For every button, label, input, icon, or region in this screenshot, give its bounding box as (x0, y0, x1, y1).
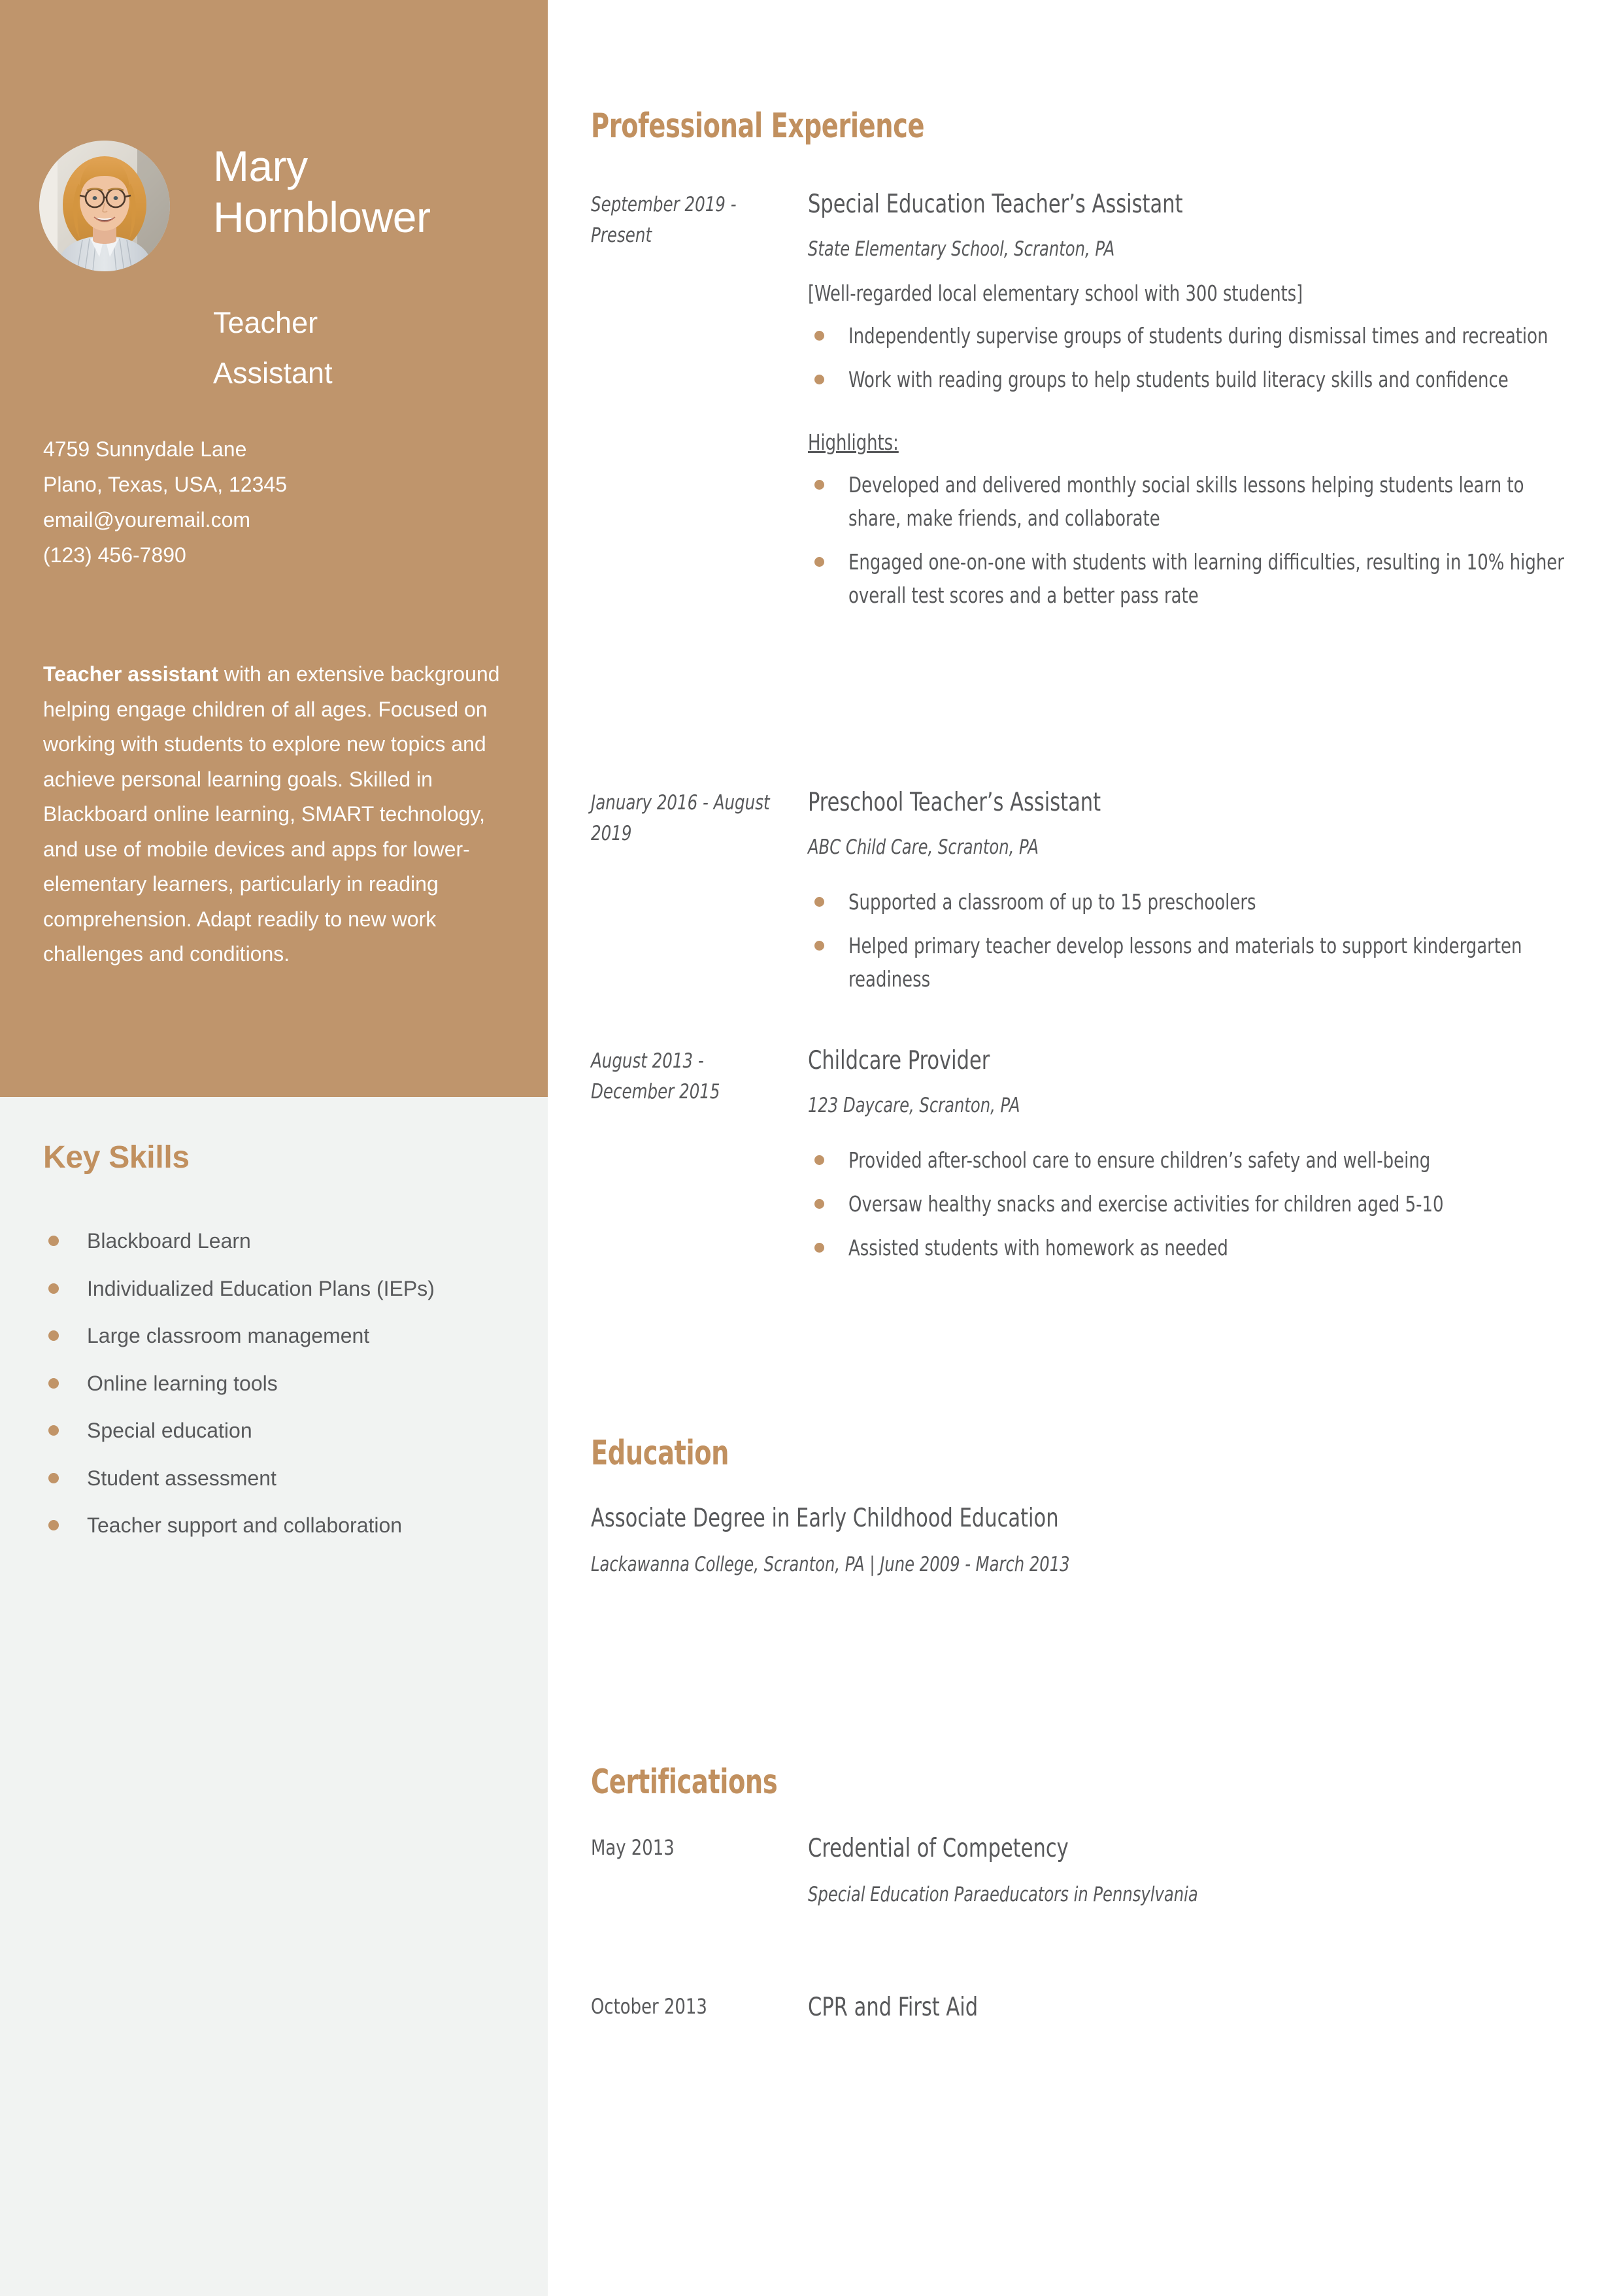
skill-item (43, 1455, 520, 1502)
contact-email[interactable]: email@youremail.com (43, 508, 251, 532)
bullet-item (808, 319, 1579, 352)
bullet-item (808, 1231, 1579, 1264)
skill-label: Student assessment (87, 1466, 276, 1490)
main-content (548, 0, 1623, 2296)
contact-address-city: Plano, Texas, USA, 12345 (43, 473, 287, 496)
skill-item (43, 1265, 520, 1313)
bullet-label: Oversaw healthy snacks and exercise activities for children aged 5-10 (848, 1191, 1444, 1217)
summary-body: with an extensive background helping engage children of all ages. Focused on working with students to explore new topics and achieve personal learning goals. Skilled in Blackboard online learning, SMART technology, and use of mobile devices and apps for lower-elementary learners, particularly in reading comprehension. Adapt readily to new work challenges and conditions. (43, 662, 500, 966)
bullet-label: Helped primary teacher develop lessons and materials to support kindergarten readiness (848, 933, 1522, 992)
experience-org-note: [Well-regarded local elementary school with 300 students] (808, 280, 1303, 306)
education-degree: Associate Degree in Early Childhood Education (591, 1504, 1059, 1533)
certification-name: Credential of Competency (808, 1834, 1069, 1863)
experience-highlights (808, 468, 1579, 612)
skill-item (43, 1312, 520, 1360)
bullet-icon (814, 1243, 824, 1253)
professional-summary (43, 657, 501, 972)
bullet-icon (48, 1236, 59, 1246)
experience-organization: State Elementary School, Scranton, PA (808, 237, 1115, 261)
bullet-item (808, 885, 1579, 919)
skill-label: Online learning tools (87, 1371, 278, 1395)
section-heading-experience: Professional Experience (591, 107, 925, 146)
bullet-icon (814, 331, 824, 341)
contact-info (43, 431, 501, 573)
bullet-label: Independently supervise groups of students during dismissal times and recreation (848, 323, 1548, 348)
certification-body (808, 1993, 1579, 2023)
skill-item (43, 1360, 520, 1408)
bullet-icon (814, 941, 824, 951)
section-heading-certifications: Certifications (591, 1763, 778, 1802)
experience-role: Special Education Teacher’s Assistant (808, 190, 1183, 219)
certification-subtitle: Special Education Paraeducators in Pennsylvania (808, 1883, 1198, 1906)
bullet-label: Developed and delivered monthly social skills lessons helping students learn to share, make friends, and collaborate (848, 472, 1524, 531)
bullet-item (808, 468, 1579, 535)
bullet-icon (814, 557, 824, 567)
highlights-label: Highlights: (808, 430, 899, 455)
education-entry (591, 1504, 1506, 1578)
experience-dates: September 2019 - Present (591, 193, 737, 247)
certification-date: May 2013 (591, 1835, 675, 1860)
bullet-label: Supported a classroom of up to 15 preschoolers (848, 889, 1256, 915)
bullet-icon (48, 1425, 59, 1436)
candidate-job-title (213, 297, 540, 398)
experience-dates: August 2013 - December 2015 (591, 1049, 720, 1104)
certification-body (808, 1834, 1579, 1908)
bullet-icon (814, 1199, 824, 1209)
experience-dates: January 2016 - August 2019 (591, 791, 770, 845)
experience-bullets (808, 885, 1579, 996)
bullet-item (808, 929, 1579, 996)
certification-date: October 2013 (591, 1994, 707, 2019)
bullet-item (808, 363, 1579, 396)
profile-photo-graphic (39, 141, 170, 271)
experience-body (808, 1046, 1579, 1264)
bullet-item (808, 1187, 1579, 1221)
bullet-icon (48, 1330, 59, 1341)
certification-name: CPR and First Aid (808, 1993, 979, 2022)
job-title-line-2: Assistant (213, 356, 333, 390)
job-title-line-1: Teacher (213, 306, 318, 339)
skill-label: Large classroom management (87, 1324, 370, 1348)
candidate-first-name: Mary (213, 142, 308, 190)
contact-address-street: 4759 Sunnydale Lane (43, 437, 247, 461)
bullet-label: Assisted students with homework as needed (848, 1235, 1228, 1260)
skill-item (43, 1407, 520, 1455)
bullet-icon (814, 480, 824, 490)
bullet-icon (48, 1283, 59, 1294)
experience-organization: 123 Daycare, Scranton, PA (808, 1094, 1020, 1117)
sidebar (0, 0, 548, 2296)
bullet-label: Work with reading groups to help students build literacy skills and confidence (848, 367, 1509, 392)
bullet-item (808, 1143, 1579, 1177)
bullet-icon (814, 897, 824, 907)
bullet-icon (48, 1473, 59, 1483)
section-heading-education: Education (591, 1434, 729, 1473)
bullet-icon (814, 1155, 824, 1165)
bullet-label: Engaged one-on-one with students with learning difficulties, resulting in 10% higher overall test scores and a better pass rate (848, 549, 1564, 608)
skill-item (43, 1502, 520, 1549)
skill-label: Individualized Education Plans (IEPs) (87, 1276, 435, 1300)
bullet-icon (814, 375, 824, 384)
candidate-last-name: Hornblower (213, 193, 431, 241)
bullet-item (808, 545, 1579, 612)
experience-body (808, 788, 1579, 996)
key-skills-heading: Key Skills (43, 1140, 190, 1175)
experience-bullets (808, 319, 1579, 396)
candidate-name (213, 141, 540, 243)
experience-role: Preschool Teacher’s Assistant (808, 788, 1101, 817)
profile-photo (39, 141, 170, 271)
bullet-label: Provided after-school care to ensure children’s safety and well-being (848, 1147, 1431, 1173)
skill-item (43, 1217, 520, 1265)
experience-body (808, 190, 1579, 612)
education-meta: Lackawanna College, Scranton, PA | June 2009 - March 2013 (591, 1553, 1070, 1576)
skill-label: Blackboard Learn (87, 1229, 251, 1253)
experience-role: Childcare Provider (808, 1046, 990, 1075)
skill-label: Special education (87, 1419, 252, 1443)
experience-bullets (808, 1143, 1579, 1264)
key-skills-list (43, 1217, 520, 1549)
bullet-icon (48, 1378, 59, 1389)
skill-label: Teacher support and collaboration (87, 1513, 403, 1538)
contact-phone[interactable]: (123) 456-7890 (43, 543, 186, 567)
bullet-icon (48, 1520, 59, 1530)
experience-organization: ABC Child Care, Scranton, PA (808, 836, 1039, 859)
summary-lead-in: Teacher assistant (43, 662, 218, 686)
